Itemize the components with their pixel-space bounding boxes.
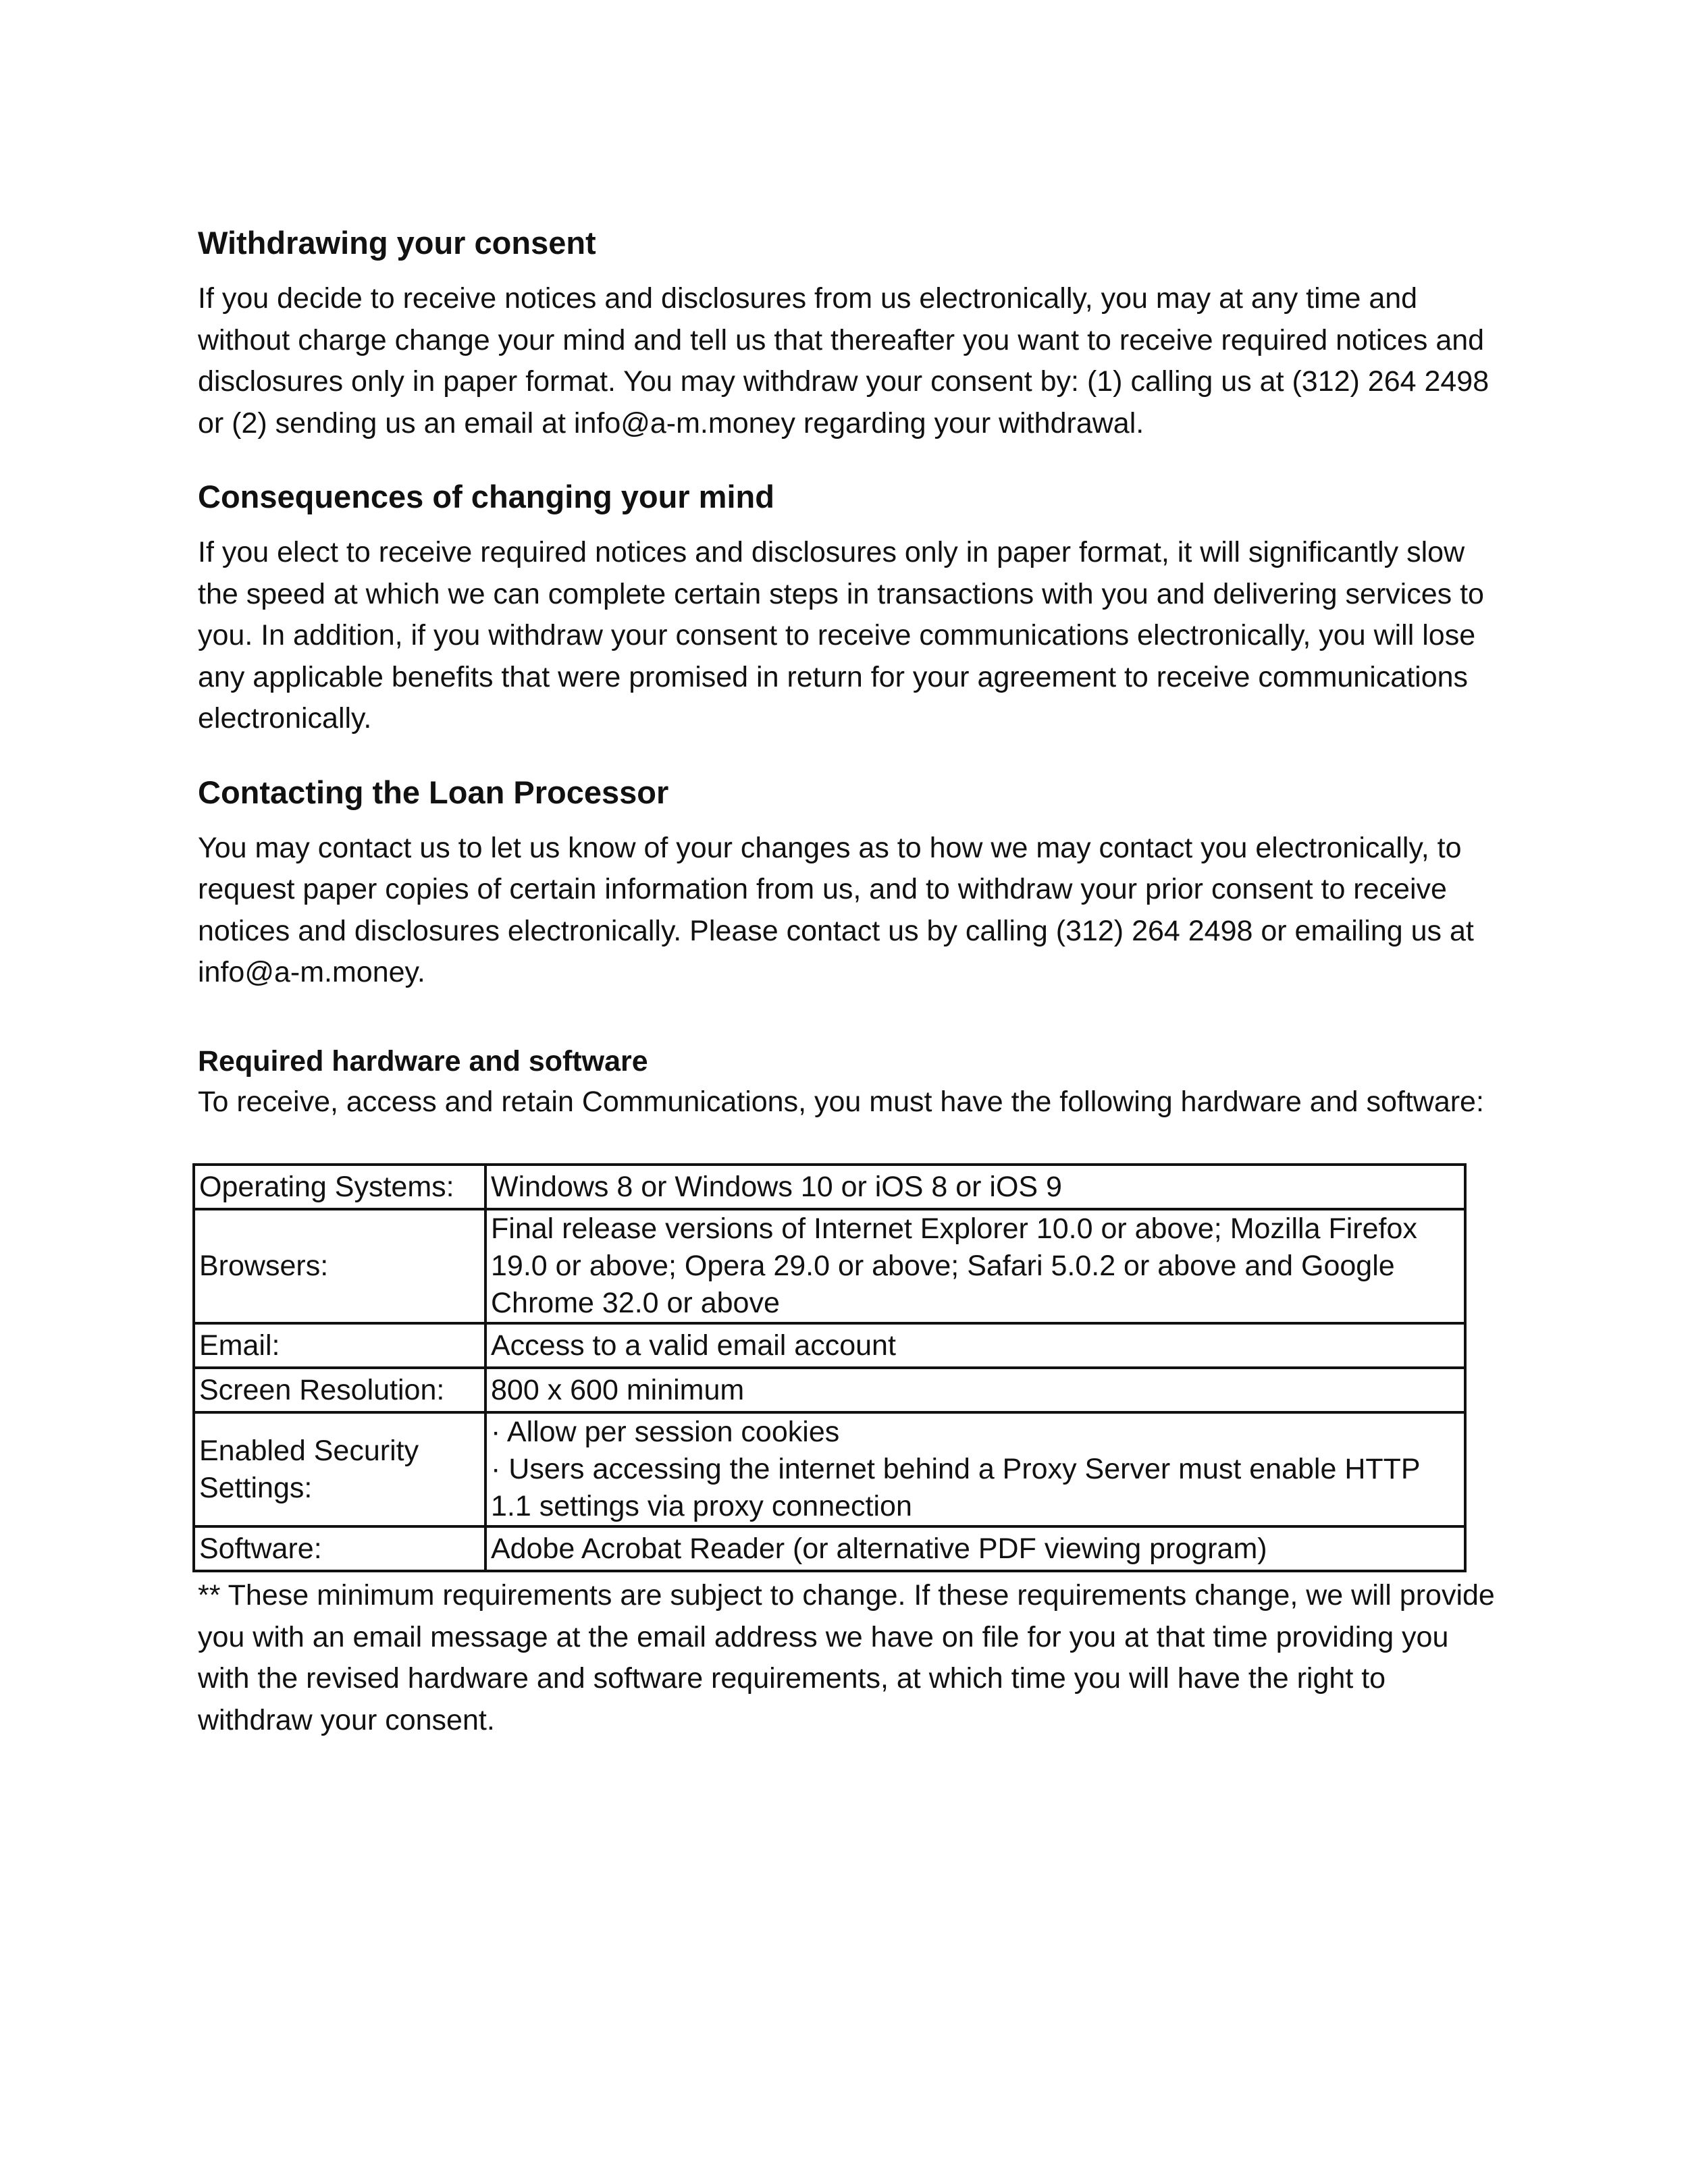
section-body-withdrawing: If you decide to receive notices and disclosures from us electronically, you may at any time and without charge change your mind and tell us that thereafter you want to receive required notices and disclosures only in paper format. You may withdraw your consent by: (1) calling us at (312) 264 2498 or (2) sending us an email at info@a-m.money regarding your withdrawal.	[198, 282, 1489, 440]
table-row-label: Operating Systems:	[194, 1165, 485, 1209]
section-body-contacting: You may contact us to let us know of your changes as to how we may contact you electronically, to request paper copies of certain information from us, and to withdraw your prior consent to receive notices and disclosures electronically. Please contact us by calling (312) 264 2498 or emailing us at info@a-m.money.	[198, 831, 1474, 988]
table-row-label: Browsers:	[194, 1209, 485, 1323]
table-row	[194, 1412, 1465, 1526]
table-row-value: Access to a valid email account	[485, 1323, 1465, 1368]
table-row-label: Software:	[194, 1526, 485, 1571]
section-title-consequences: Consequences of changing your mind	[198, 479, 774, 514]
table-row-value	[485, 1412, 1465, 1526]
table-row-value: Windows 8 or Windows 10 or iOS 8 or iOS 9	[485, 1165, 1465, 1209]
section-title-withdrawing: Withdrawing your consent	[198, 225, 596, 261]
table-row-value: Final release versions of Internet Explorer 10.0 or above; Mozilla Firefox 19.0 or above; Opera 29.0 or above; Safari 5.0.2 or above and Google Chrome 32.0 or above	[485, 1209, 1465, 1323]
table-row-value: Adobe Acrobat Reader (or alternative PDF viewing program)	[485, 1526, 1465, 1571]
table-row-label: Enabled Security Settings:	[194, 1412, 485, 1526]
document-content	[198, 223, 1501, 1741]
list-item: · Users accessing the internet behind a Proxy Server must enable HTTP 1.1 settings via proxy connection	[491, 1453, 1420, 1522]
section-title-requirements: Required hardware and software	[198, 1044, 648, 1077]
requirements-footnote: ** These minimum requirements are subject to change. If these requirements change, we will provide you with an email message at the email address we have on file for you at that time providing you with the revised hardware and software requirements, at which time you will have the right to withdraw your consent.	[198, 1579, 1495, 1736]
table-row-label: Email:	[194, 1323, 485, 1368]
section-body-consequences: If you elect to receive required notices and disclosures only in paper format, it will significantly slow the speed at which we can complete certain steps in transactions with you and delivering services to you. In addition, if you withdraw your consent to receive communications electronically, you will lose any applicable benefits that were promised in return for your agreement to receive communications electronically.	[198, 536, 1484, 735]
table-row-label: Screen Resolution:	[194, 1368, 485, 1412]
table-row-value: 800 x 600 minimum	[485, 1368, 1465, 1412]
table-row	[194, 1323, 1465, 1368]
table-row	[194, 1368, 1465, 1412]
requirements-table	[192, 1163, 1467, 1572]
section-title-contacting: Contacting the Loan Processor	[198, 774, 669, 810]
table-row	[194, 1526, 1465, 1571]
table-row	[194, 1209, 1465, 1323]
section-body-requirements: To receive, access and retain Communications, you must have the following hardware and software:	[198, 1085, 1484, 1118]
list-item: · Allow per session cookies	[491, 1416, 840, 1448]
table-row	[194, 1165, 1465, 1209]
